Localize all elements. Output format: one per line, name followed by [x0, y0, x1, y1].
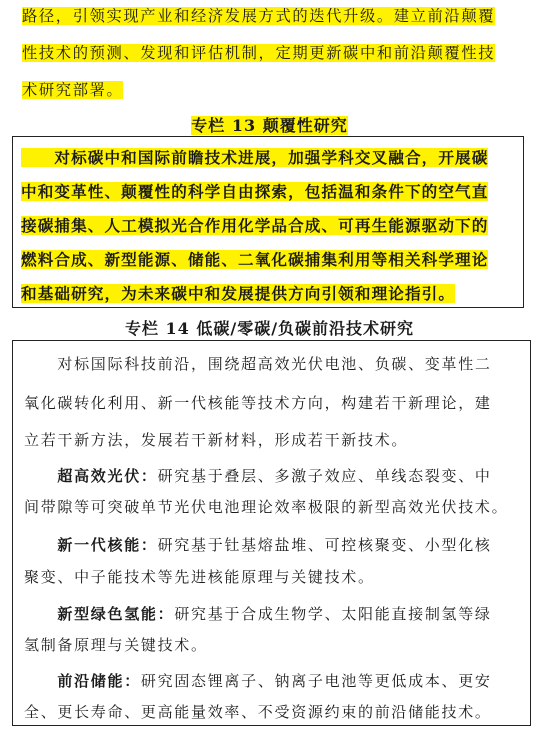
item-hydrogen-line2: 氢制备原理与关键技术。: [24, 636, 208, 654]
box13-panel: [12, 136, 524, 308]
box14-intro-line: 立若干新方法，发展若干新材料，形成若干新技术。: [24, 431, 409, 449]
box13-line: 接碳捕集、人工模拟光合作用化学品合成、可再生能源驱动下的: [21, 216, 489, 235]
item-hydrogen-label: 新型绿色氢能：: [57, 605, 175, 623]
item-nuclear-label: 新一代核能：: [57, 536, 158, 554]
box13-line: 和基础研究，为未来碳中和发展提供方向引领和理论指引。: [21, 284, 456, 303]
box13-title: 专栏 13 颠覆性研究: [191, 116, 348, 135]
item-hydrogen-line1: 新型绿色氢能：研究基于合成生物学、太阳能直接制氢等绿: [57, 605, 492, 623]
item-storage-line1: 前沿储能：研究固态锂离子、钠离子电池等更低成本、更安: [57, 672, 492, 690]
item-storage-line2: 全、更长寿命、更高能量效率、不受资源约束的前沿储能技术。: [24, 703, 492, 721]
item-nuclear-line1: 新一代核能：研究基于钍基熔盐堆、可控核聚变、小型化核: [57, 536, 492, 554]
intro-line: 术研究部署。: [22, 81, 124, 99]
intro-line: 性技术的预测、发现和评估机制，定期更新碳中和前沿颠覆性技: [22, 44, 496, 62]
box14-panel: [12, 340, 531, 726]
box13-line: 中和变革性、颠覆性的科学自由探索，包括温和条件下的空气直: [21, 182, 489, 201]
box13-line: 燃料合成、新型能源、储能、二氧化碳捕集利用等相关科学理论: [21, 250, 489, 269]
box14-intro-line: 对标国际科技前沿，围绕超高效光伏电池、负碳、变革性二: [24, 355, 492, 373]
box14-title: 专栏 14 低碳/零碳/负碳前沿技术研究: [124, 319, 415, 338]
box14-intro-line: 氧化碳转化利用、新一代核能等技术方向，构建若干新理论，建: [24, 394, 492, 412]
item-nuclear-line2: 聚变、中子能技术等先进核能原理与关键技术。: [24, 568, 375, 586]
item-pv-label: 超高效光伏：: [57, 467, 158, 485]
item-pv-line1: 超高效光伏：研究基于叠层、多激子效应、单线态裂变、中: [57, 467, 492, 485]
box13-line: 对标碳中和国际前瞻技术进展，加强学科交叉融合，开展碳: [21, 148, 489, 167]
item-pv-line2: 间带隙等可突破单节光伏电池理论效率极限的新型高效光伏技术。: [24, 498, 509, 516]
intro-line: 路径，引领实现产业和经济发展方式的迭代升级。建立前沿颠覆: [22, 7, 496, 25]
item-storage-label: 前沿储能：: [57, 672, 141, 690]
